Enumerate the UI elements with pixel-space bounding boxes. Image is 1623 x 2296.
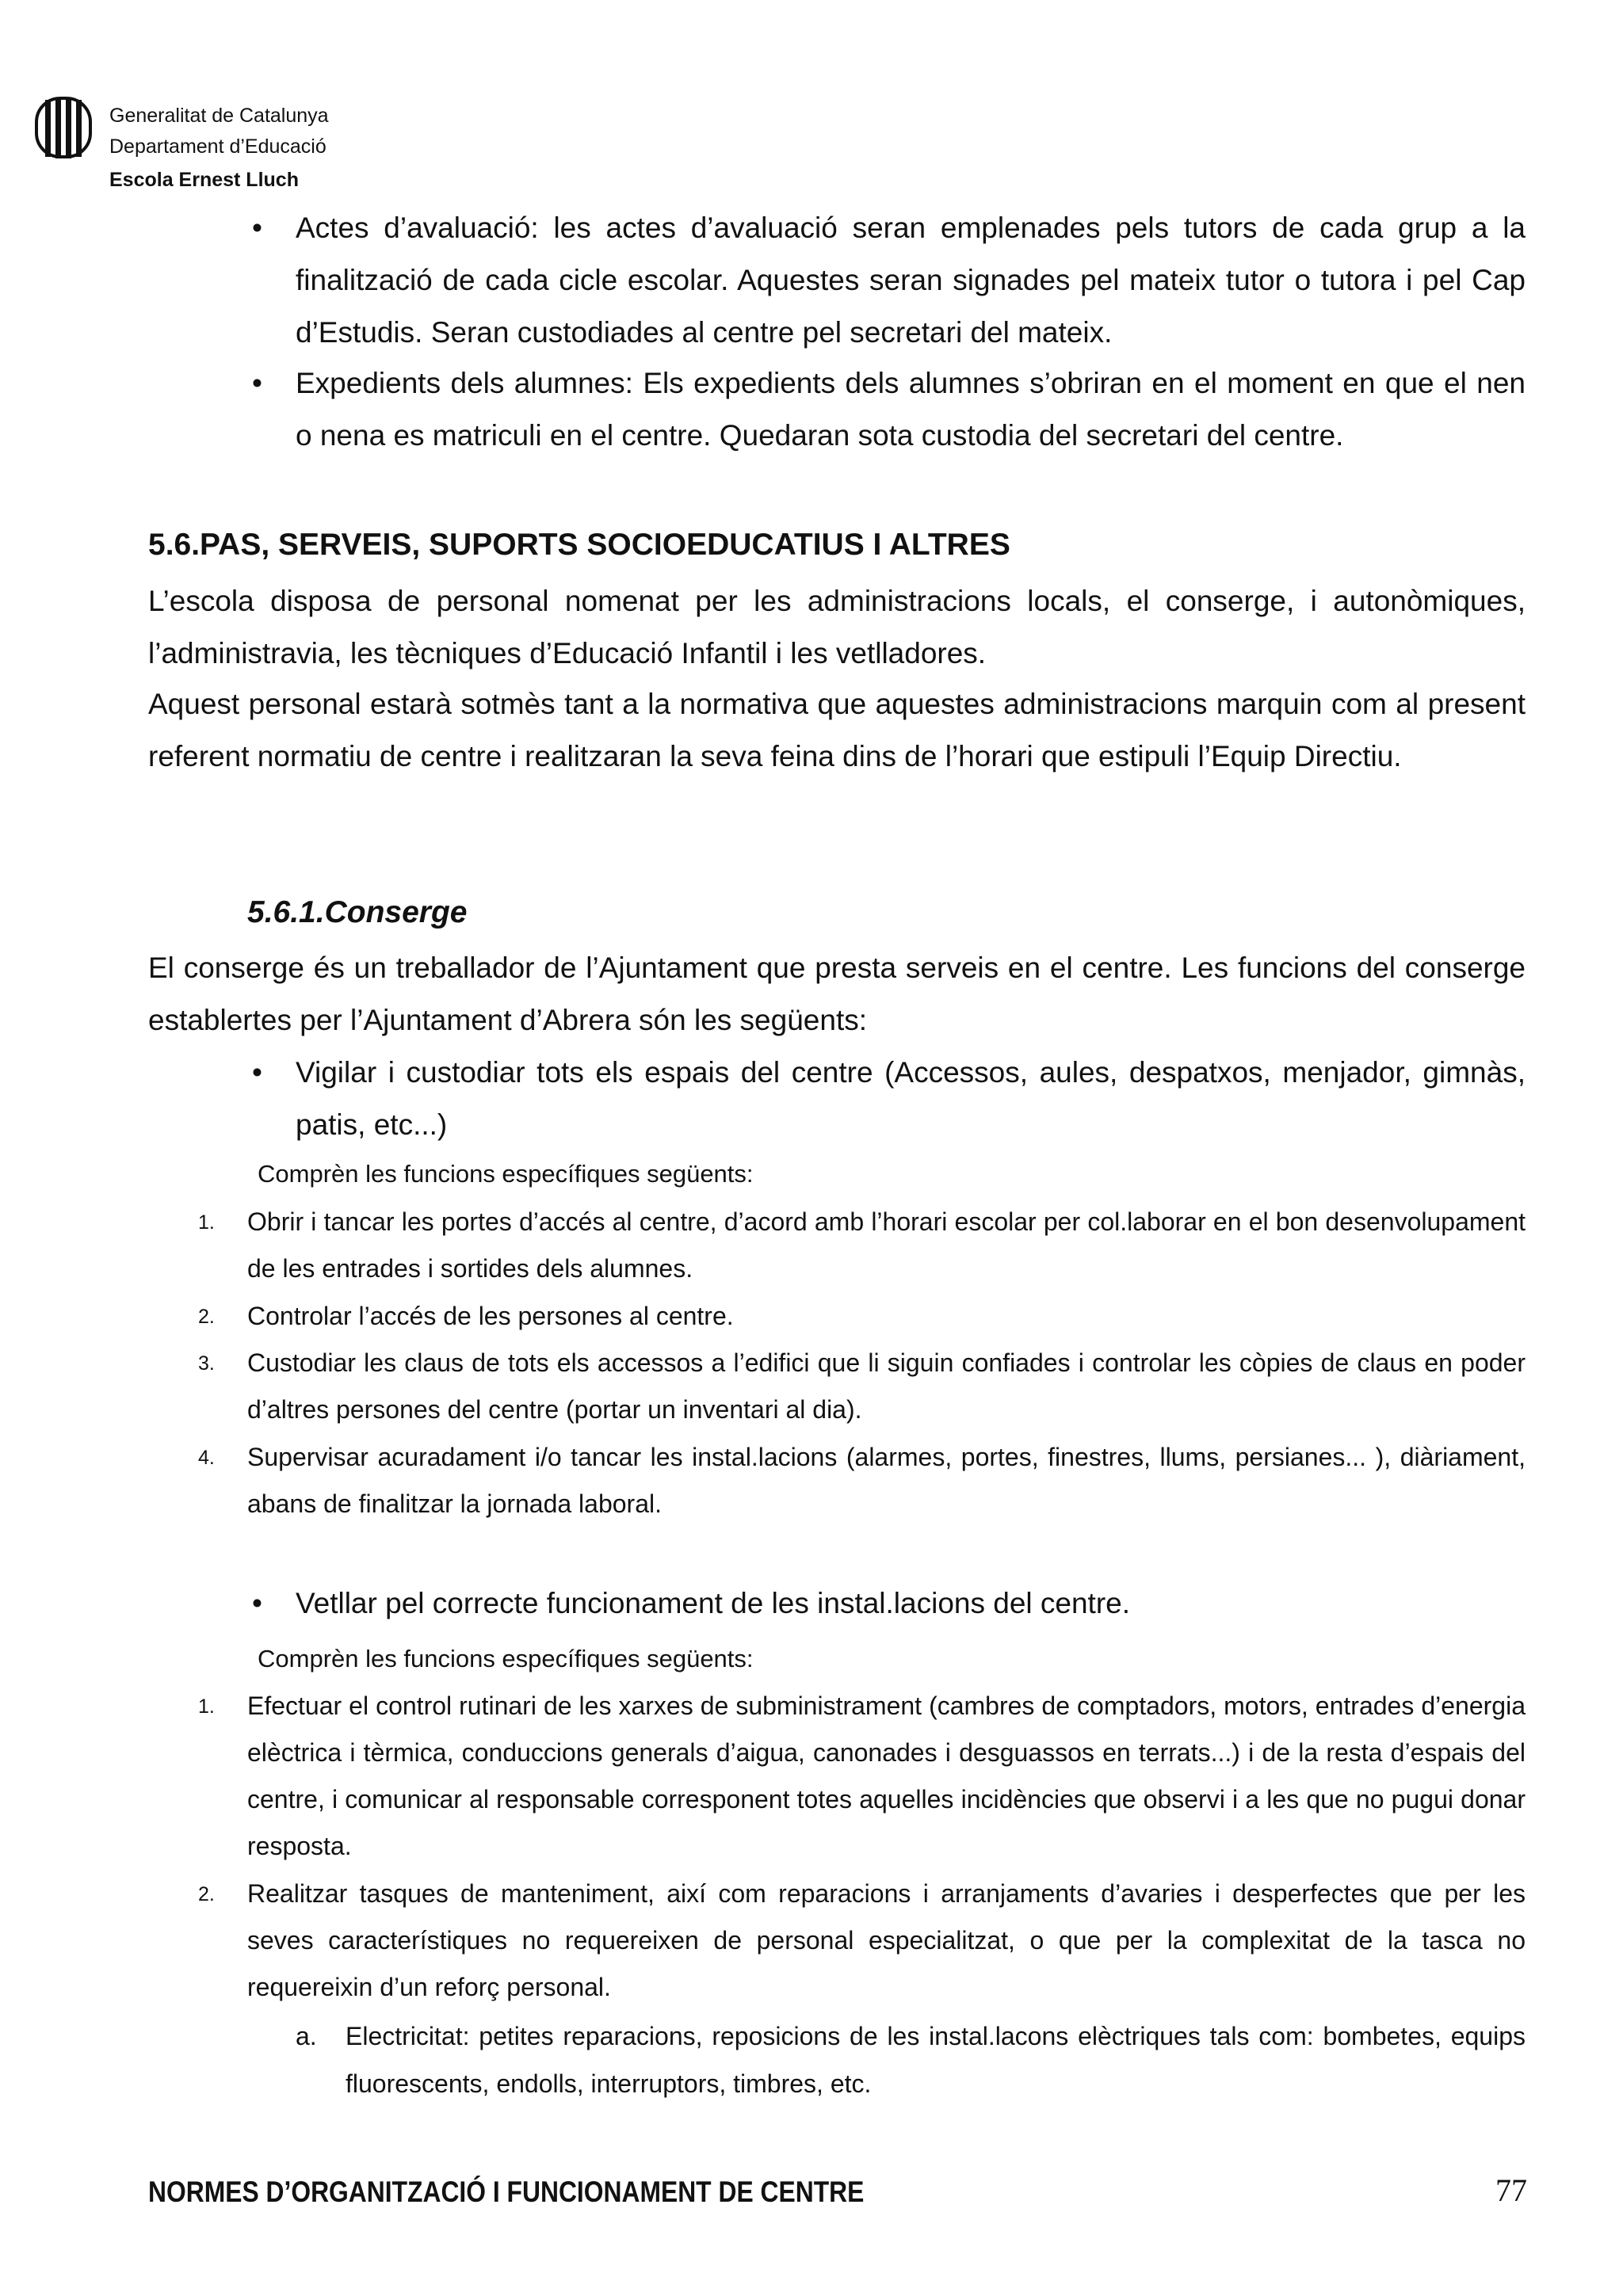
list-item: Controlar l’accés de les persones al centre. (247, 1302, 734, 1330)
paragraph: El conserge és un treballador de l’Ajuntament que presta serveis en el centre. Les funcions del conserge establertes per l’Ajuntament d’Abrera són les següents: (148, 952, 1526, 1036)
bullet-item: Vigilar i custodiar tots els espais del centre (Accessos, aules, despatxos, menjador, gimnàs, patis, etc...) (296, 1056, 1526, 1141)
list-item: Realitzar tasques de manteniment, així com reparacions i arranjaments d’avaries i desperfectes que per les seves característiques no requereixen de personal especialitzat, o que per la complexitat de la tasca no requereixin d’un reforç personal. (247, 1879, 1526, 2001)
list-item: Custodiar les claus de tots els accessos a l’edifici que li siguin confiades i controlar les còpies de claus en poder d’altres persones del centre (portar un inventari al dia). (247, 1348, 1526, 1424)
sublist-letter: a. (296, 2022, 317, 2050)
bullet-item: Expedients dels alumnes: Els expedients dels alumnes s’obriran en el moment en que el nen o nena es matriculi en el centre. Quedaran sota custodia del secretari del centre. (296, 367, 1526, 452)
bullet-glyph: • (252, 1056, 262, 1089)
bullet-glyph: • (252, 367, 262, 399)
bullet-glyph: • (252, 212, 262, 244)
comprises-label: Comprèn les funcions específiques següents: (258, 1645, 754, 1672)
list-item: Obrir i tancar les portes d’accés al centre, d’acord amb l’horari escolar per col.laborar en el bon desenvolupament de les entrades i sortides dels alumnes. (247, 1207, 1526, 1283)
subsection-heading: 5.6.1.Conserge (247, 895, 468, 929)
list-item: Efectuar el control rutinari de les xarxes de subministrament (cambres de comptadors, motors, entrades d’energia elèctrica i tèrmica, conduccions generals d’aigua, canonades i desguassos en terrats...) i de la resta d’espais del centre, i comunicar al responsable corresponent totes aquelles incidències que observi i a les que no pugui donar resposta. (247, 1691, 1526, 1860)
section-heading: 5.6.PAS, SERVEIS, SUPORTS SOCIOEDUCATIUS I ALTRES (148, 528, 1010, 562)
list-number: 1. (198, 1211, 215, 1234)
generalitat-stripes-logo-icon (35, 95, 92, 162)
comprises-label: Comprèn les funcions específiques següents: (258, 1160, 754, 1188)
bullet-item: Actes d’avaluació: les actes d’avaluació seran emplenades pels tutors de cada grup a la finalització de cada cicle escolar. Aquestes seran signades pel mateix tutor o tutora i pel Cap d’Estudis. Seran custodiades al centre pel secretari del mateix. (296, 212, 1526, 349)
list-number: 2. (198, 1883, 215, 1905)
header-institution: Generalitat de Catalunya (109, 105, 329, 127)
list-item: Supervisar acuradament i/o tancar les instal.lacions (alarmes, portes, finestres, llums, persianes... ), diàriament, abans de finalitzar la jornada laboral. (247, 1443, 1526, 1518)
bullet-glyph: • (252, 1587, 262, 1619)
list-number: 4. (198, 1447, 215, 1469)
footer-title: NORMES D’ORGANITZACIÓ I FUNCIONAMENT DE CENTRE (148, 2176, 865, 2208)
list-number: 2. (198, 1306, 215, 1328)
paragraph: Aquest personal estarà sotmès tant a la normativa que aquestes administracions marquin com al present referent normatiu de centre i realitzaran la seva feina dins de l’horari que estipuli l’Equip Directiu. (148, 688, 1526, 772)
page-number: 77 (1495, 2172, 1527, 2208)
list-number: 1. (198, 1695, 215, 1718)
header-school: Escola Ernest Lluch (109, 169, 299, 191)
paragraph: L’escola disposa de personal nomenat per les administracions locals, el conserge, i autonòmiques, l’administravia, les tècniques d’Educació Infantil i les vetlladores. (148, 585, 1526, 669)
list-number: 3. (198, 1352, 215, 1375)
bullet-item: Vetllar pel correcte funcionament de les instal.lacions del centre. (296, 1587, 1131, 1619)
sublist-item: Electricitat: petites reparacions, reposicions de les instal.lacons elèctriques tals com: bombetes, equips fluorescents, endolls, interruptors, timbres, etc. (346, 2022, 1526, 2098)
header-department: Departament d’Educació (109, 135, 327, 158)
